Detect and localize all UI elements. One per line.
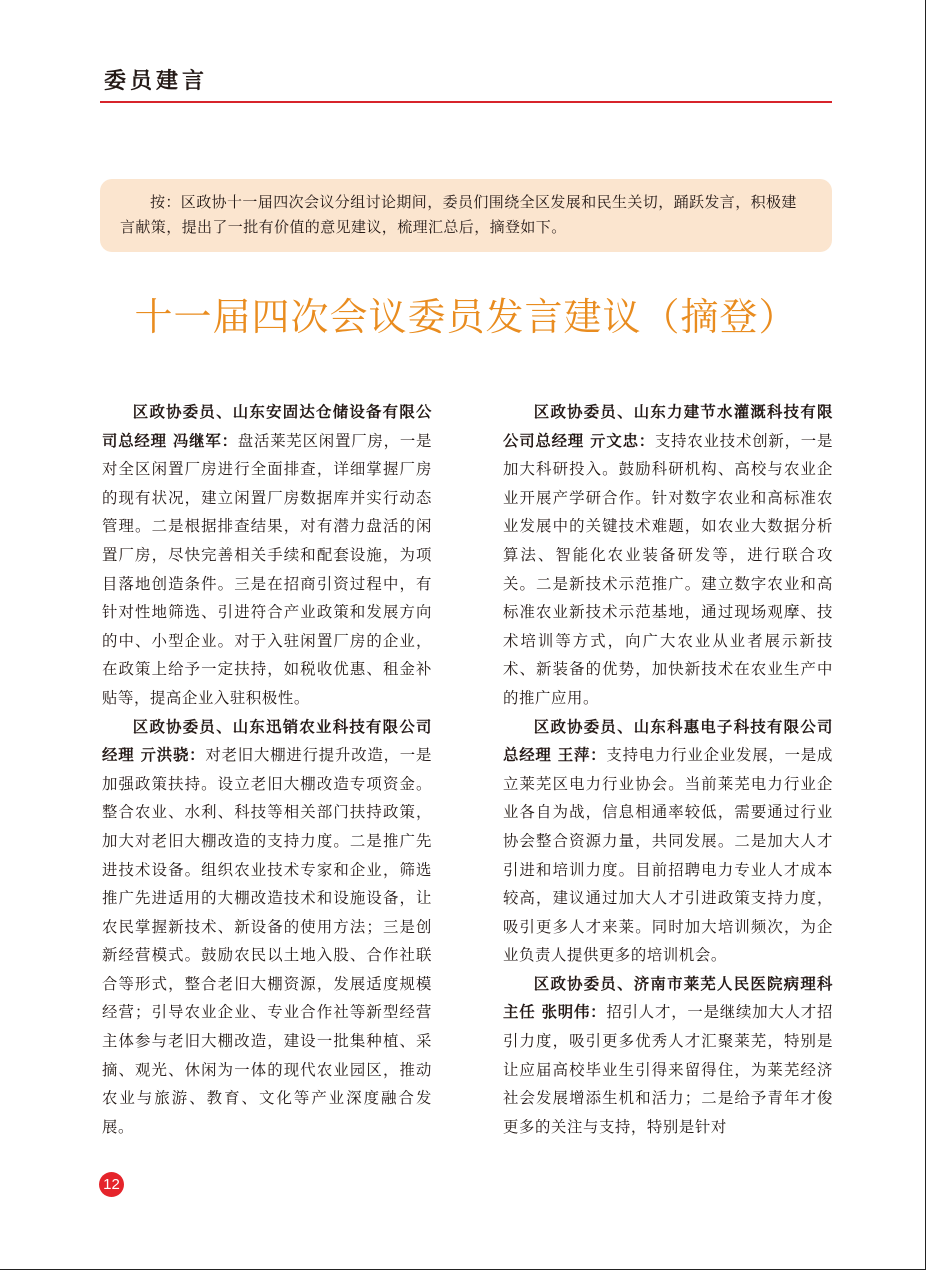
page-title: 十一届四次会议委员发言建议（摘登） <box>134 295 798 339</box>
speech-paragraph <box>102 398 432 713</box>
speech-paragraph <box>503 970 833 1142</box>
speech-body: 对老旧大棚进行提升改造，一是加强政策扶持。设立老旧大棚改造专项资金。整合农业、水利、科技等相关部门扶持政策，加大对老旧大棚改造的支持力度。二是推广先进技术设备。组织农业技术专家和企业，筛选推广先进适用的大棚改造技术和设施设备，让农民掌握新技术、新设备的使用方法；三是创新经营模式。鼓励农民以土地入股、合作社联合等形式，整合老旧大棚资源，发展适度规模经营；引导农业企业、专业合作社等新型经营主体参与老旧大棚改造，建设一批集种植、采摘、观光、休闲为一体的现代农业园区，推动农业与旅游、教育、文化等产业深度融合发展。 <box>102 746 433 1136</box>
speech-paragraph <box>102 713 432 1142</box>
speech-body: 招引人才，一是继续加大人才招引力度，吸引更多优秀人才汇聚莱芜，特别是让应届高校毕业生引得来留得住，为莱芜经济社会发展增添生机和活力；二是给予青年才俊更多的关注与支持，特别是针对 <box>503 1003 834 1136</box>
header-divider <box>100 101 832 103</box>
speech-body: 盘活莱芜区闲置厂房，一是对全区闲置厂房进行全面排查，详细掌握厂房的现有状况，建立闲置厂房数据库并实行动态管理。二是根据排查结果，对有潜力盘活的闲置厂房，尽快完善相关手续和配套设施，为项目落地创造条件。三是在招商引资过程中，有针对性地筛选、引进符合产业政策和发展方向的中、小型企业。对于入驻闲置厂房的企业，在政策上给予一定扶持，如税收优惠、租金补贴等，提高企业入驻积极性。 <box>102 431 433 707</box>
speech-body: 支持农业技术创新，一是加大科研投入。鼓励科研机构、高校与农业企业开展产学研合作。针对数字农业和高标准农业发展中的关键技术难题，如农业大数据分析算法、智能化农业装备研发等，进行联合攻关。二是新技术示范推广。建立数字农业和高标准农业新技术示范基地，通过现场观摩、技术培训等方式，向广大农业从业者展示新技术、新装备的优势，加快新技术在农业生产中的推广应用。 <box>503 431 833 707</box>
speaker-name: 区政协委员、山东安固达仓储设备有限公司总经理 冯继军： <box>102 403 432 450</box>
left-column <box>102 398 432 1141</box>
editor-note <box>100 179 832 252</box>
speaker-name: 区政协委员、山东迅销农业科技有限公司经理 亓洪骁： <box>102 717 432 765</box>
speech-paragraph <box>503 398 833 713</box>
speaker-name: 区政协委员、济南市莱芜人民医院病理科主任 张明伟： <box>503 974 833 1022</box>
section-title: 委员建言 <box>104 68 209 94</box>
editor-note-text: 按：区政协十一届四次会议分组讨论期间，委员们围绕全区发展和民生关切，踊跃发言，积极建言献策，提出了一批有价值的意见建议，梳理汇总后，摘登如下。 <box>120 193 797 236</box>
speaker-name: 区政协委员、山东力建节水灌溉科技有限公司总经理 亓文忠： <box>503 403 833 450</box>
right-column <box>503 398 833 1141</box>
page-number: 12 <box>99 1172 124 1197</box>
speaker-name: 区政协委员、山东科惠电子科技有限公司总经理 王萍： <box>503 717 833 765</box>
speech-paragraph <box>503 713 833 970</box>
speech-body: 支持电力行业企业发展，一是成立莱芜区电力行业协会。当前莱芜电力行业企业各自为战，信息相通率较低，需要通过行业协会整合资源力量，共同发展。二是加大人才引进和培训力度。目前招聘电力专业人才成本较高，建议通过加大人才引进政策支持力度，吸引更多人才来莱。同时加大培训频次，为企业负责人提供更多的培训机会。 <box>503 746 834 965</box>
